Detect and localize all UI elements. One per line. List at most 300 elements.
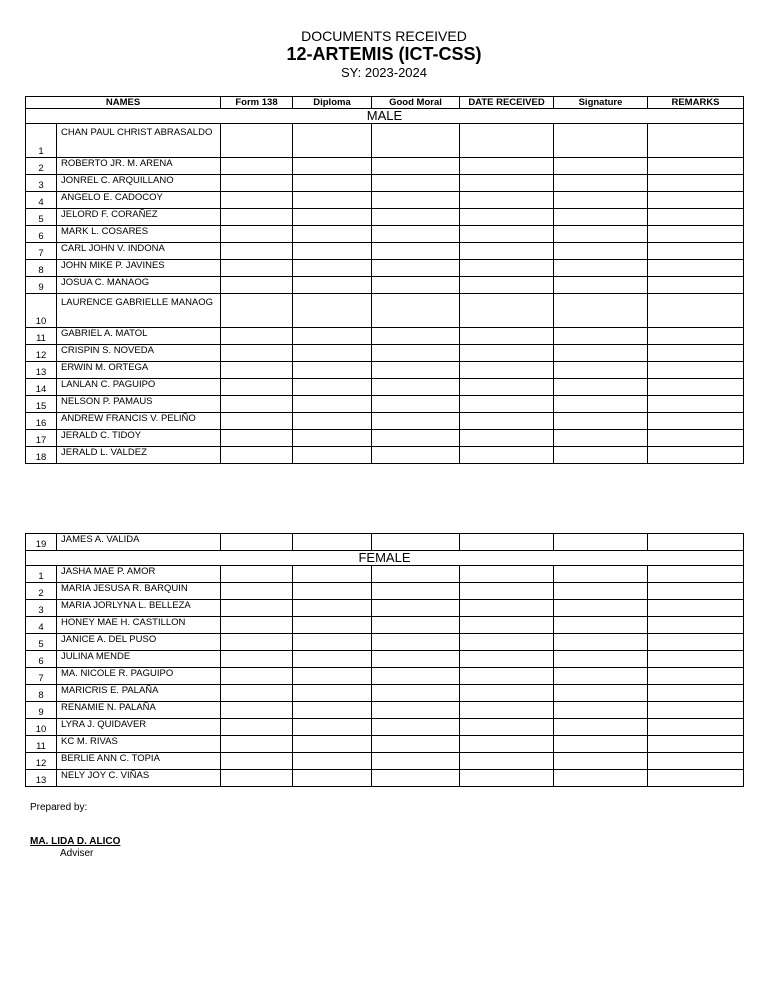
date-received-cell	[460, 668, 554, 685]
good-moral-cell	[372, 379, 460, 396]
signature-cell	[554, 685, 648, 702]
student-name: NELY JOY C. VIÑAS	[57, 770, 221, 787]
remarks-cell	[648, 447, 744, 464]
good-moral-cell	[372, 617, 460, 634]
diploma-cell	[293, 702, 372, 719]
date-received-cell	[460, 158, 554, 175]
diploma-cell	[293, 668, 372, 685]
date-received-cell	[460, 396, 554, 413]
signature-cell	[554, 209, 648, 226]
form138-cell	[221, 345, 293, 362]
diploma-cell	[293, 277, 372, 294]
student-name: JAMES A. VALIDA	[57, 534, 221, 551]
table-row	[26, 175, 744, 192]
table-row	[26, 685, 744, 702]
row-number: 12	[26, 345, 57, 362]
student-name: BERLIE ANN C. TOPIA	[57, 753, 221, 770]
diploma-cell	[293, 447, 372, 464]
good-moral-cell	[372, 158, 460, 175]
diploma-cell	[293, 617, 372, 634]
signature-cell	[554, 413, 648, 430]
student-name: CARL JOHN V. INDONA	[57, 243, 221, 260]
diploma-cell	[293, 566, 372, 583]
student-name: JELORD F. CORAÑEZ	[57, 209, 221, 226]
diploma-cell	[293, 583, 372, 600]
form138-cell	[221, 209, 293, 226]
date-received-cell	[460, 413, 554, 430]
signature-cell	[554, 362, 648, 379]
row-number: 7	[26, 243, 57, 260]
good-moral-cell	[372, 583, 460, 600]
diploma-cell	[293, 396, 372, 413]
table-row	[26, 226, 744, 243]
table-row	[26, 192, 744, 209]
diploma-cell	[293, 175, 372, 192]
signature-cell	[554, 243, 648, 260]
signature-cell	[554, 294, 648, 328]
col-diploma: Diploma	[293, 97, 372, 109]
signature-cell	[554, 566, 648, 583]
student-name: JOSUA C. MANAOG	[57, 277, 221, 294]
signature-cell	[554, 770, 648, 787]
remarks-cell	[648, 243, 744, 260]
diploma-cell	[293, 328, 372, 345]
good-moral-cell	[372, 260, 460, 277]
row-number: 18	[26, 447, 57, 464]
row-number: 9	[26, 277, 57, 294]
good-moral-cell	[372, 651, 460, 668]
table-row	[26, 617, 744, 634]
remarks-cell	[648, 736, 744, 753]
table-row	[26, 534, 744, 551]
date-received-cell	[460, 328, 554, 345]
student-name: MARICRIS E. PALAÑA	[57, 685, 221, 702]
remarks-cell	[648, 124, 744, 158]
table-row	[26, 651, 744, 668]
form138-cell	[221, 736, 293, 753]
form138-cell	[221, 158, 293, 175]
diploma-cell	[293, 124, 372, 158]
col-form138: Form 138	[221, 97, 293, 109]
remarks-cell	[648, 379, 744, 396]
diploma-cell	[293, 430, 372, 447]
row-number: 1	[26, 566, 57, 583]
student-name: CRISPIN S. NOVEDA	[57, 345, 221, 362]
signature-cell	[554, 430, 648, 447]
remarks-cell	[648, 260, 744, 277]
diploma-cell	[293, 158, 372, 175]
date-received-cell	[460, 685, 554, 702]
remarks-cell	[648, 634, 744, 651]
student-name: JANICE A. DEL PUSO	[57, 634, 221, 651]
col-remarks: REMARKS	[648, 97, 744, 109]
signature-cell	[554, 277, 648, 294]
row-number: 15	[26, 396, 57, 413]
date-received-cell	[460, 379, 554, 396]
form138-cell	[221, 651, 293, 668]
col-good-moral: Good Moral	[372, 97, 460, 109]
remarks-cell	[648, 668, 744, 685]
table-row	[26, 634, 744, 651]
row-number: 7	[26, 668, 57, 685]
col-date-received: DATE RECEIVED	[460, 97, 554, 109]
student-name: MARK L. COSARES	[57, 226, 221, 243]
diploma-cell	[293, 736, 372, 753]
form138-cell	[221, 685, 293, 702]
remarks-cell	[648, 175, 744, 192]
good-moral-cell	[372, 736, 460, 753]
good-moral-cell	[372, 770, 460, 787]
table-row	[26, 753, 744, 770]
diploma-cell	[293, 226, 372, 243]
signature-cell	[554, 192, 648, 209]
student-name: JERALD L. VALDEZ	[57, 447, 221, 464]
signature-cell	[554, 396, 648, 413]
row-number: 11	[26, 736, 57, 753]
row-number: 9	[26, 702, 57, 719]
row-number: 12	[26, 753, 57, 770]
date-received-cell	[460, 583, 554, 600]
good-moral-cell	[372, 534, 460, 551]
diploma-cell	[293, 600, 372, 617]
form138-cell	[221, 430, 293, 447]
row-number: 3	[26, 175, 57, 192]
col-signature: Signature	[554, 97, 648, 109]
good-moral-cell	[372, 685, 460, 702]
form138-cell	[221, 226, 293, 243]
date-received-cell	[460, 634, 554, 651]
table-row	[26, 362, 744, 379]
student-name: ANDREW FRANCIS V. PELIÑO	[57, 413, 221, 430]
date-received-cell	[460, 770, 554, 787]
good-moral-cell	[372, 277, 460, 294]
remarks-cell	[648, 600, 744, 617]
table-row	[26, 770, 744, 787]
remarks-cell	[648, 430, 744, 447]
form138-cell	[221, 583, 293, 600]
good-moral-cell	[372, 634, 460, 651]
table-row	[26, 719, 744, 736]
good-moral-cell	[372, 702, 460, 719]
row-number: 8	[26, 260, 57, 277]
date-received-cell	[460, 260, 554, 277]
form138-cell	[221, 753, 293, 770]
diploma-cell	[293, 260, 372, 277]
col-names: NAMES	[26, 97, 221, 109]
table-row	[26, 430, 744, 447]
class-title: 12-ARTEMIS (ICT-CSS)	[286, 44, 482, 64]
form138-cell	[221, 770, 293, 787]
date-received-cell	[460, 753, 554, 770]
row-number: 2	[26, 158, 57, 175]
form138-cell	[221, 243, 293, 260]
remarks-cell	[648, 328, 744, 345]
form138-cell	[221, 192, 293, 209]
signature-cell	[554, 175, 648, 192]
table-row	[26, 736, 744, 753]
date-received-cell	[460, 209, 554, 226]
diploma-cell	[293, 294, 372, 328]
good-moral-cell	[372, 294, 460, 328]
diploma-cell	[293, 243, 372, 260]
student-name: JERALD C. TIDOY	[57, 430, 221, 447]
table-row	[26, 209, 744, 226]
student-name: RENAMIE N. PALAÑA	[57, 702, 221, 719]
table-row	[26, 243, 744, 260]
remarks-cell	[648, 651, 744, 668]
diploma-cell	[293, 719, 372, 736]
diploma-cell	[293, 413, 372, 430]
row-number: 5	[26, 209, 57, 226]
signature-cell	[554, 634, 648, 651]
good-moral-cell	[372, 209, 460, 226]
date-received-cell	[460, 651, 554, 668]
remarks-cell	[648, 226, 744, 243]
row-number: 3	[26, 600, 57, 617]
diploma-cell	[293, 685, 372, 702]
date-received-cell	[460, 534, 554, 551]
date-received-cell	[460, 617, 554, 634]
good-moral-cell	[372, 175, 460, 192]
signature-cell	[554, 534, 648, 551]
table-row	[26, 668, 744, 685]
form138-cell	[221, 294, 293, 328]
form138-cell	[221, 600, 293, 617]
signature-cell	[554, 668, 648, 685]
table-row	[26, 379, 744, 396]
row-number: 16	[26, 413, 57, 430]
date-received-cell	[460, 226, 554, 243]
form138-cell	[221, 124, 293, 158]
diploma-cell	[293, 192, 372, 209]
row-number: 13	[26, 362, 57, 379]
signature-cell	[554, 651, 648, 668]
good-moral-cell	[372, 345, 460, 362]
signature-cell	[554, 345, 648, 362]
row-number: 11	[26, 328, 57, 345]
signature-cell	[554, 260, 648, 277]
adviser-role: Adviser	[60, 848, 94, 859]
form138-cell	[221, 260, 293, 277]
table-row	[26, 447, 744, 464]
table-row	[26, 702, 744, 719]
row-number: 10	[26, 719, 57, 736]
date-received-cell	[460, 719, 554, 736]
table-row	[26, 260, 744, 277]
signature-cell	[554, 226, 648, 243]
good-moral-cell	[372, 430, 460, 447]
row-number: 17	[26, 430, 57, 447]
signature-cell	[554, 158, 648, 175]
date-received-cell	[460, 600, 554, 617]
student-name: JULINA MENDE	[57, 651, 221, 668]
signature-cell	[554, 328, 648, 345]
table-row	[26, 124, 744, 158]
date-received-cell	[460, 566, 554, 583]
student-name: ROBERTO JR. M. ARENA	[57, 158, 221, 175]
remarks-cell	[648, 192, 744, 209]
section-male: MALE	[26, 109, 744, 124]
good-moral-cell	[372, 192, 460, 209]
row-number: 19	[26, 534, 57, 551]
student-name: GABRIEL A. MATOL	[57, 328, 221, 345]
date-received-cell	[460, 430, 554, 447]
date-received-cell	[460, 243, 554, 260]
table-row	[26, 345, 744, 362]
student-name: MA. NICOLE R. PAGUIPO	[57, 668, 221, 685]
table-row	[26, 566, 744, 583]
row-number: 13	[26, 770, 57, 787]
student-name: JASHA MAE P. AMOR	[57, 566, 221, 583]
good-moral-cell	[372, 447, 460, 464]
form138-cell	[221, 719, 293, 736]
student-name: LAURENCE GABRIELLE MANAOG	[57, 294, 221, 328]
date-received-cell	[460, 736, 554, 753]
remarks-cell	[648, 209, 744, 226]
student-name: ERWIN M. ORTEGA	[57, 362, 221, 379]
row-number: 1	[26, 124, 57, 158]
date-received-cell	[460, 277, 554, 294]
adviser-name: MA. LIDA D. ALICO	[30, 836, 121, 847]
remarks-cell	[648, 702, 744, 719]
good-moral-cell	[372, 124, 460, 158]
table-row	[26, 413, 744, 430]
good-moral-cell	[372, 600, 460, 617]
documents-table-page2	[25, 533, 744, 787]
row-number: 6	[26, 651, 57, 668]
date-received-cell	[460, 175, 554, 192]
diploma-cell	[293, 345, 372, 362]
date-received-cell	[460, 362, 554, 379]
student-name: LANLAN C. PAGUIPO	[57, 379, 221, 396]
good-moral-cell	[372, 243, 460, 260]
table-row	[26, 158, 744, 175]
signature-cell	[554, 617, 648, 634]
form138-cell	[221, 277, 293, 294]
form138-cell	[221, 634, 293, 651]
remarks-cell	[648, 566, 744, 583]
row-number: 10	[26, 294, 57, 328]
remarks-cell	[648, 583, 744, 600]
form138-cell	[221, 328, 293, 345]
form138-cell	[221, 396, 293, 413]
form138-cell	[221, 362, 293, 379]
row-number: 4	[26, 617, 57, 634]
good-moral-cell	[372, 413, 460, 430]
table-row	[26, 396, 744, 413]
date-received-cell	[460, 294, 554, 328]
date-received-cell	[460, 124, 554, 158]
good-moral-cell	[372, 719, 460, 736]
good-moral-cell	[372, 226, 460, 243]
table-row	[26, 583, 744, 600]
student-name: KC M. RIVAS	[57, 736, 221, 753]
diploma-cell	[293, 651, 372, 668]
document-title: DOCUMENTS RECEIVED	[301, 28, 467, 44]
school-year: SY: 2023-2024	[340, 65, 428, 80]
form138-cell	[221, 379, 293, 396]
diploma-cell	[293, 209, 372, 226]
form138-cell	[221, 617, 293, 634]
signature-cell	[554, 447, 648, 464]
table-row	[26, 328, 744, 345]
remarks-cell	[648, 396, 744, 413]
good-moral-cell	[372, 668, 460, 685]
form138-cell	[221, 702, 293, 719]
signature-cell	[554, 583, 648, 600]
good-moral-cell	[372, 396, 460, 413]
form138-cell	[221, 447, 293, 464]
student-name: CHAN PAUL CHRIST ABRASALDO	[57, 124, 221, 158]
remarks-cell	[648, 345, 744, 362]
form138-cell	[221, 534, 293, 551]
signature-cell	[554, 600, 648, 617]
prepared-by-label: Prepared by:	[30, 802, 88, 813]
remarks-cell	[648, 362, 744, 379]
row-number: 8	[26, 685, 57, 702]
diploma-cell	[293, 362, 372, 379]
student-name: HONEY MAE H. CASTILLON	[57, 617, 221, 634]
signature-cell	[554, 379, 648, 396]
signature-cell	[554, 702, 648, 719]
diploma-cell	[293, 634, 372, 651]
table-row	[26, 600, 744, 617]
diploma-cell	[293, 770, 372, 787]
section-female: FEMALE	[26, 551, 744, 566]
remarks-cell	[648, 617, 744, 634]
student-name: JOHN MIKE P. JAVINES	[57, 260, 221, 277]
student-name: MARIA JESUSA R. BARQUIN	[57, 583, 221, 600]
good-moral-cell	[372, 753, 460, 770]
remarks-cell	[648, 719, 744, 736]
remarks-cell	[648, 277, 744, 294]
good-moral-cell	[372, 328, 460, 345]
date-received-cell	[460, 702, 554, 719]
form138-cell	[221, 413, 293, 430]
diploma-cell	[293, 534, 372, 551]
remarks-cell	[648, 158, 744, 175]
row-number: 4	[26, 192, 57, 209]
diploma-cell	[293, 753, 372, 770]
table-row	[26, 277, 744, 294]
signature-cell	[554, 753, 648, 770]
documents-table-page1	[25, 96, 744, 464]
row-number: 6	[26, 226, 57, 243]
date-received-cell	[460, 447, 554, 464]
remarks-cell	[648, 753, 744, 770]
student-name: ANGELO E. CADOCOY	[57, 192, 221, 209]
form138-cell	[221, 566, 293, 583]
signature-cell	[554, 124, 648, 158]
student-name: LYRA J. QUIDAVER	[57, 719, 221, 736]
good-moral-cell	[372, 362, 460, 379]
signature-cell	[554, 719, 648, 736]
remarks-cell	[648, 534, 744, 551]
student-name: JONREL C. ARQUILLANO	[57, 175, 221, 192]
diploma-cell	[293, 379, 372, 396]
row-number: 14	[26, 379, 57, 396]
student-name: NELSON P. PAMAUS	[57, 396, 221, 413]
date-received-cell	[460, 192, 554, 209]
student-name: MARIA JORLYNA L. BELLEZA	[57, 600, 221, 617]
remarks-cell	[648, 770, 744, 787]
form138-cell	[221, 668, 293, 685]
good-moral-cell	[372, 566, 460, 583]
row-number: 2	[26, 583, 57, 600]
table-row	[26, 294, 744, 328]
signature-cell	[554, 736, 648, 753]
form138-cell	[221, 175, 293, 192]
